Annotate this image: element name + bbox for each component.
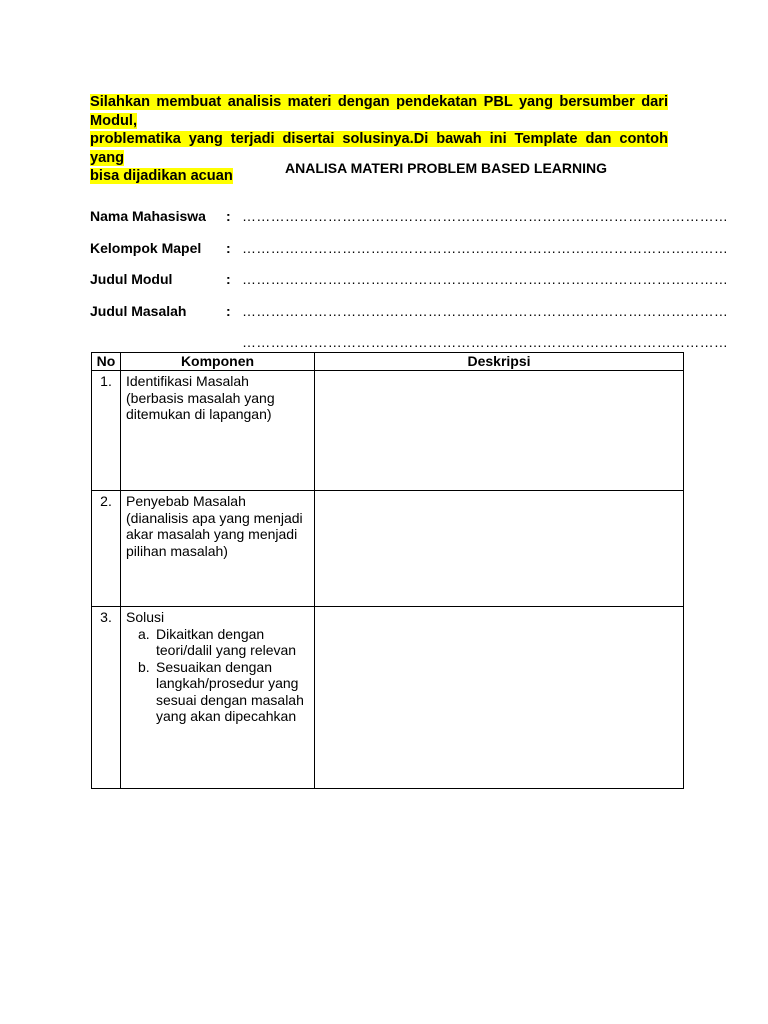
field-colon: : (226, 208, 231, 224)
list-item-text: Sesuaikan dengan langkah/prosedur yang sesuai dengan masalah (156, 658, 304, 708)
field-judul-masalah (90, 302, 729, 335)
field-colon: : (226, 302, 231, 319)
header-no: No (92, 353, 121, 371)
row-description-cell[interactable] (315, 607, 684, 789)
instruction-line-3: bisa dijadikan acuan (90, 168, 233, 184)
list-item-text: Dikaitkan dengan teori/dalil yang relevan (156, 625, 297, 658)
header-komponen: Komponen (121, 353, 315, 371)
field-fill-line[interactable]: ………………………………………………………………………………………… (242, 239, 729, 256)
solution-list (126, 626, 310, 709)
instruction-line-2: problematika yang terjadi disertai solusinya.Di bawah ini Template dan contoh yang (90, 131, 668, 166)
field-label: Nama Mahasiswa (90, 208, 206, 224)
row-component (121, 607, 315, 789)
field-label: Judul Masalah (90, 302, 187, 319)
field-colon: : (226, 239, 231, 256)
document-title: ANALISA MATERI PROBLEM BASED LEARNING (285, 160, 607, 176)
list-item (126, 659, 310, 709)
row-description-cell[interactable] (315, 491, 684, 607)
table-header-row (92, 353, 684, 371)
field-fill-line[interactable]: ………………………………………………………………………………………… (242, 302, 729, 319)
field-label: Judul Modul (90, 271, 173, 287)
header-deskripsi: Deskripsi (315, 353, 684, 371)
field-judul-modul (90, 271, 729, 303)
component-heading: Solusi (126, 609, 165, 625)
field-judul-masalah-continuation[interactable]: ………………………………………………………………………………………… (242, 334, 729, 350)
list-trailing-text: yang akan dipecahkan (156, 708, 297, 724)
analysis-table (91, 352, 684, 789)
field-nama-mahasiswa (90, 208, 729, 240)
list-item (126, 626, 310, 659)
table-row (92, 491, 684, 607)
list-marker: a. (138, 625, 150, 642)
table-row (92, 371, 684, 491)
table-row (92, 607, 684, 789)
list-marker: b. (138, 658, 150, 675)
row-number: 2. (92, 491, 121, 607)
row-description-cell[interactable] (315, 371, 684, 491)
field-fill-line[interactable]: ………………………………………………………………………………………… (242, 208, 729, 224)
field-fill-line[interactable]: ………………………………………………………………………………………… (242, 271, 729, 287)
row-component: Penyebab Masalah (dianalisis apa yang menjadi akar masalah yang menjadi pilihan masalah) (121, 491, 315, 607)
row-component: Identifikasi Masalah (berbasis masalah yang ditemukan di lapangan) (121, 371, 315, 491)
identity-fields (90, 208, 729, 334)
row-number: 1. (92, 371, 121, 491)
instruction-line-1: Silahkan membuat analisis materi dengan pendekatan PBL yang bersumber dari Modul, (90, 94, 668, 129)
field-label: Kelompok Mapel (90, 239, 202, 256)
row-number: 3. (92, 607, 121, 789)
field-kelompok-mapel (90, 239, 729, 272)
field-colon: : (226, 271, 231, 287)
